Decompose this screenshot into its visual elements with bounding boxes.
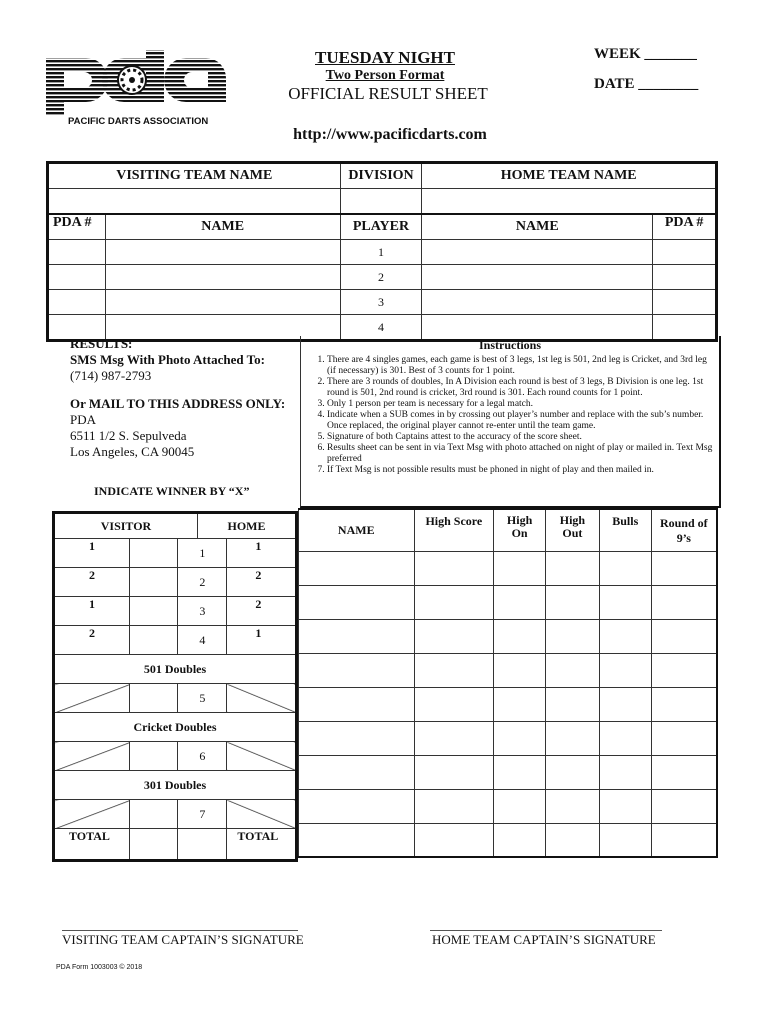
doubles-game-row xyxy=(54,684,297,713)
visitor-doubles-slash xyxy=(54,684,130,713)
pda-logo xyxy=(42,48,232,130)
stats-row[interactable] xyxy=(299,585,718,619)
stats-row[interactable] xyxy=(299,687,718,721)
stats-row[interactable] xyxy=(299,789,718,823)
instruction-item: 5. Signature of both Captains attest to the accuracy of the score sheet. xyxy=(327,432,715,443)
doubles-cricket-label: Cricket Doubles xyxy=(54,713,297,742)
home-team-label: HOME TEAM NAME xyxy=(422,163,717,189)
home-total-label: TOTAL xyxy=(227,829,297,861)
stats-row[interactable] xyxy=(299,721,718,755)
roster-row xyxy=(48,290,717,315)
visitor-winner-box[interactable] xyxy=(129,626,178,655)
doubles-501-label: 501 Doubles xyxy=(54,655,297,684)
instruction-item: 6. Results sheet can be sent in via Text Msg with photo attached on night of play or mailed in. Text Msg preferred xyxy=(327,443,715,465)
visitor-winner-box[interactable] xyxy=(129,742,178,771)
player-number: 4 xyxy=(340,315,422,341)
home-doubles-slash[interactable] xyxy=(227,684,297,713)
visitor-total-label: TOTAL xyxy=(54,829,130,861)
roster-row xyxy=(48,265,717,290)
home-doubles-slash[interactable] xyxy=(227,742,297,771)
singles-game-row xyxy=(54,626,297,655)
visitor-name-input[interactable] xyxy=(105,240,340,265)
week-field[interactable]: WEEK _______ xyxy=(594,46,697,62)
visitor-header: VISITOR xyxy=(54,513,198,539)
visitor-winner-box[interactable] xyxy=(129,684,178,713)
roster-table xyxy=(46,161,718,342)
visitor-winner-box[interactable] xyxy=(129,800,178,829)
high-score-header: High Score xyxy=(414,509,494,551)
visitor-pda-input[interactable] xyxy=(48,240,106,265)
home-player[interactable]: 1 xyxy=(227,626,297,655)
player-number: 3 xyxy=(340,290,422,315)
home-header: HOME xyxy=(197,513,296,539)
home-signature-line[interactable] xyxy=(430,930,662,931)
visiting-team-input[interactable] xyxy=(48,189,341,215)
visiting-team-label: VISITING TEAM NAME xyxy=(48,163,341,189)
address-line-1: PDA xyxy=(70,412,97,427)
division-label: DIVISION xyxy=(340,163,422,189)
visitor-name-input[interactable] xyxy=(105,290,340,315)
format-subtitle: Two Person Format xyxy=(325,68,445,83)
high-out-header: High Out xyxy=(546,509,600,551)
visiting-signature-label: VISITING TEAM CAPTAIN’S SIGNATURE xyxy=(62,932,304,947)
visitor-pda-input[interactable] xyxy=(48,290,106,315)
visitor-winner-box[interactable] xyxy=(129,568,178,597)
address-line-2: 6511 1/2 S. Sepulveda xyxy=(70,428,187,443)
name-label-right: NAME xyxy=(422,214,653,240)
game-number: 4 xyxy=(178,626,227,655)
stats-name-header: NAME xyxy=(299,509,415,551)
high-on-header: High On xyxy=(494,509,546,551)
home-team-input[interactable] xyxy=(422,189,717,215)
results-info xyxy=(70,336,300,460)
singles-game-row xyxy=(54,568,297,597)
instruction-item: 7. If Text Msg is not possible results must be phoned in night of play and then mailed in. xyxy=(327,465,715,476)
visitor-winner-box[interactable] xyxy=(129,597,178,626)
home-signature-label: HOME TEAM CAPTAIN’S SIGNATURE xyxy=(432,932,656,947)
total-spacer xyxy=(178,829,227,861)
home-player[interactable]: 1 xyxy=(227,539,297,568)
visitor-player: 1 xyxy=(54,539,130,568)
doubles-game-row xyxy=(54,800,297,829)
stats-row[interactable] xyxy=(299,551,718,585)
player-number: 1 xyxy=(340,240,422,265)
visitor-doubles-slash xyxy=(54,800,130,829)
instructions-list xyxy=(327,355,715,476)
instructions-panel xyxy=(300,336,721,508)
visitor-player: 2 xyxy=(54,568,130,597)
visitor-total-box[interactable] xyxy=(129,829,178,861)
player-label: PLAYER xyxy=(340,214,422,240)
home-player[interactable]: 2 xyxy=(227,597,297,626)
sms-line: SMS Msg With Photo Attached To: xyxy=(70,352,265,367)
pda-number-label-left: PDA # xyxy=(48,214,106,240)
home-name-input[interactable] xyxy=(422,240,653,265)
game-number: 1 xyxy=(178,539,227,568)
instruction-item: 4. Indicate when a SUB comes in by crossing out player’s number and replace with the sub’s number. Once replaced, the original player cannot re-enter until the team game. xyxy=(327,410,715,432)
game-number: 7 xyxy=(178,800,227,829)
visitor-player: 2 xyxy=(54,626,130,655)
address-line-3: Los Angeles, CA 90045 xyxy=(70,444,195,459)
visitor-winner-box[interactable] xyxy=(129,539,178,568)
instruction-item: 2. There are 3 rounds of doubles, In A Division each round is best of 3 legs, B Division is one leg. 1st round is 501, 2nd round is cricket, 3rd round is 301. Each round counts for 1 point. xyxy=(327,377,715,399)
event-title: TUESDAY NIGHT xyxy=(315,48,455,67)
phone-number: (714) 987-2793 xyxy=(70,368,152,383)
instruction-item: 1. There are 4 singles games, each game is best of 3 legs, 1st leg is 501, 2nd leg is Cricket, and 3rd leg (if necessary) is 301. Best of 3 counts for 1 point. xyxy=(327,355,715,377)
game-number: 2 xyxy=(178,568,227,597)
roster-row xyxy=(48,240,717,265)
sheet-title: OFFICIAL RESULT SHEET xyxy=(288,84,488,103)
pda-number-label-right: PDA # xyxy=(653,214,717,240)
doubles-game-row xyxy=(54,742,297,771)
player-number: 2 xyxy=(340,265,422,290)
instruction-item: 3. Only 1 person per team is necessary for a legal match. xyxy=(327,399,715,410)
division-input[interactable] xyxy=(340,189,422,215)
bulls-header: Bulls xyxy=(599,509,651,551)
doubles-301-label: 301 Doubles xyxy=(54,771,297,800)
round-of-nines-header: Round of 9’s xyxy=(651,509,717,551)
singles-game-row xyxy=(54,539,297,568)
game-number: 6 xyxy=(178,742,227,771)
mail-heading: Or MAIL TO THIS ADDRESS ONLY: xyxy=(70,396,286,411)
home-doubles-slash[interactable] xyxy=(227,800,297,829)
visiting-signature-line[interactable] xyxy=(62,930,298,931)
visitor-doubles-slash xyxy=(54,742,130,771)
stats-row[interactable] xyxy=(299,619,718,653)
visitor-player: 1 xyxy=(54,597,130,626)
form-footer: PDA Form 1003003 © 2018 xyxy=(56,964,143,971)
player-stats-table xyxy=(298,508,718,858)
home-pda-input[interactable] xyxy=(653,290,717,315)
home-name-input[interactable] xyxy=(422,290,653,315)
stats-row[interactable] xyxy=(299,755,718,789)
indicate-winner-label: INDICATE WINNER BY “X” xyxy=(94,484,250,498)
visitor-name-input[interactable] xyxy=(105,265,340,290)
stats-row[interactable] xyxy=(299,653,718,687)
results-heading: RESULTS: xyxy=(70,336,133,351)
game-scoresheet xyxy=(52,511,298,862)
instructions-title: Instructions xyxy=(478,338,541,352)
singles-game-row xyxy=(54,597,297,626)
game-number: 3 xyxy=(178,597,227,626)
visitor-pda-input[interactable] xyxy=(48,265,106,290)
logo-subtitle: PACIFIC DARTS ASSOCIATION xyxy=(68,116,209,127)
game-number: 5 xyxy=(178,684,227,713)
home-name-input[interactable] xyxy=(422,265,653,290)
website-url[interactable]: http://www.pacificdarts.com xyxy=(293,126,487,143)
home-pda-input[interactable] xyxy=(653,265,717,290)
stats-row[interactable] xyxy=(299,823,718,857)
date-field[interactable]: DATE ________ xyxy=(594,76,699,92)
home-player[interactable]: 2 xyxy=(227,568,297,597)
home-pda-input[interactable] xyxy=(653,240,717,265)
name-label-left: NAME xyxy=(105,214,340,240)
